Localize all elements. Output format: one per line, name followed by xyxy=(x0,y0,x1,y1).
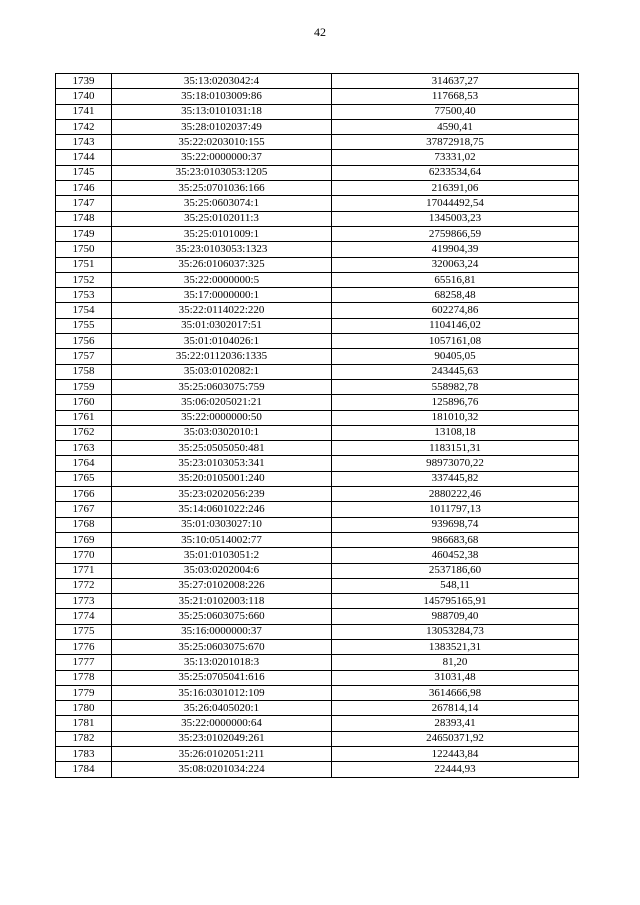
value-cell: 939698,74 xyxy=(332,517,579,532)
row-number-cell: 1758 xyxy=(56,364,112,379)
value-cell: 1104146,02 xyxy=(332,318,579,333)
cadastral-number-cell: 35:26:0405020:1 xyxy=(112,701,332,716)
value-cell: 6233534,64 xyxy=(332,165,579,180)
row-number-cell: 1767 xyxy=(56,502,112,517)
value-cell: 988709,40 xyxy=(332,609,579,624)
value-cell: 4590,41 xyxy=(332,119,579,134)
cadastral-number-cell: 35:23:0103053:1323 xyxy=(112,242,332,257)
row-number-cell: 1741 xyxy=(56,104,112,119)
value-cell: 145795165,91 xyxy=(332,594,579,609)
table-row xyxy=(56,272,579,287)
row-number-cell: 1754 xyxy=(56,303,112,318)
value-cell: 1011797,13 xyxy=(332,502,579,517)
row-number-cell: 1779 xyxy=(56,685,112,700)
cadastral-number-cell: 35:25:0102011:3 xyxy=(112,211,332,226)
value-cell: 37872918,75 xyxy=(332,135,579,150)
value-cell: 3614666,98 xyxy=(332,685,579,700)
value-cell: 602274,86 xyxy=(332,303,579,318)
value-cell: 1383521,31 xyxy=(332,639,579,654)
table-row xyxy=(56,395,579,410)
value-cell: 2759866,59 xyxy=(332,226,579,241)
table-row xyxy=(56,318,579,333)
cadastral-number-cell: 35:18:0103009:86 xyxy=(112,89,332,104)
cadastral-number-cell: 35:28:0102037:49 xyxy=(112,119,332,134)
row-number-cell: 1770 xyxy=(56,548,112,563)
table-row xyxy=(56,471,579,486)
cadastral-number-cell: 35:22:0000000:5 xyxy=(112,272,332,287)
value-cell: 77500,40 xyxy=(332,104,579,119)
cadastral-number-cell: 35:22:0114022:220 xyxy=(112,303,332,318)
cadastral-number-cell: 35:27:0102008:226 xyxy=(112,578,332,593)
table-row xyxy=(56,89,579,104)
table-row xyxy=(56,226,579,241)
table-row xyxy=(56,119,579,134)
row-number-cell: 1757 xyxy=(56,349,112,364)
value-cell: 28393,41 xyxy=(332,716,579,731)
row-number-cell: 1776 xyxy=(56,639,112,654)
row-number-cell: 1742 xyxy=(56,119,112,134)
cadastral-number-cell: 35:25:0701036:166 xyxy=(112,181,332,196)
cadastral-number-cell: 35:01:0302017:51 xyxy=(112,318,332,333)
row-number-cell: 1759 xyxy=(56,379,112,394)
value-cell: 1183151,31 xyxy=(332,441,579,456)
cadastral-number-cell: 35:22:0112036:1335 xyxy=(112,349,332,364)
row-number-cell: 1743 xyxy=(56,135,112,150)
table-row xyxy=(56,135,579,150)
table-row xyxy=(56,762,579,777)
cadastral-number-cell: 35:23:0202056:239 xyxy=(112,487,332,502)
cadastral-number-cell: 35:25:0603075:759 xyxy=(112,379,332,394)
value-cell: 320063,24 xyxy=(332,257,579,272)
row-number-cell: 1740 xyxy=(56,89,112,104)
value-cell: 548,11 xyxy=(332,578,579,593)
value-cell: 2537186,60 xyxy=(332,563,579,578)
table-row xyxy=(56,334,579,349)
row-number-cell: 1764 xyxy=(56,456,112,471)
table-row xyxy=(56,747,579,762)
cadastral-number-cell: 35:22:0000000:64 xyxy=(112,716,332,731)
row-number-cell: 1756 xyxy=(56,334,112,349)
value-cell: 460452,38 xyxy=(332,548,579,563)
row-number-cell: 1769 xyxy=(56,532,112,547)
table-row xyxy=(56,731,579,746)
table-row xyxy=(56,211,579,226)
table-row xyxy=(56,150,579,165)
value-cell: 986683,68 xyxy=(332,532,579,547)
row-number-cell: 1752 xyxy=(56,272,112,287)
cadastral-number-cell: 35:25:0505050:481 xyxy=(112,441,332,456)
cadastral-number-cell: 35:06:0205021:21 xyxy=(112,395,332,410)
cadastral-number-cell: 35:23:0102049:261 xyxy=(112,731,332,746)
value-cell: 558982,78 xyxy=(332,379,579,394)
table-row xyxy=(56,639,579,654)
table-row xyxy=(56,548,579,563)
cadastral-number-cell: 35:01:0104026:1 xyxy=(112,334,332,349)
cadastral-number-cell: 35:13:0101031:18 xyxy=(112,104,332,119)
value-cell: 419904,39 xyxy=(332,242,579,257)
row-number-cell: 1750 xyxy=(56,242,112,257)
cadastral-number-cell: 35:25:0101009:1 xyxy=(112,226,332,241)
cadastral-number-cell: 35:03:0102082:1 xyxy=(112,364,332,379)
value-cell: 243445,63 xyxy=(332,364,579,379)
row-number-cell: 1777 xyxy=(56,655,112,670)
row-number-cell: 1783 xyxy=(56,747,112,762)
row-number-cell: 1739 xyxy=(56,74,112,89)
cadastral-number-cell: 35:23:0103053:1205 xyxy=(112,165,332,180)
cadastral-number-cell: 35:26:0106037:325 xyxy=(112,257,332,272)
table-row xyxy=(56,364,579,379)
value-cell: 181010,32 xyxy=(332,410,579,425)
value-cell: 267814,14 xyxy=(332,701,579,716)
row-number-cell: 1778 xyxy=(56,670,112,685)
value-cell: 337445,82 xyxy=(332,471,579,486)
table-row xyxy=(56,655,579,670)
cadastral-number-cell: 35:13:0203042:4 xyxy=(112,74,332,89)
table-row xyxy=(56,502,579,517)
table-row xyxy=(56,563,579,578)
value-cell: 73331,02 xyxy=(332,150,579,165)
row-number-cell: 1749 xyxy=(56,226,112,241)
table-row xyxy=(56,670,579,685)
cadastral-number-cell: 35:14:0601022:246 xyxy=(112,502,332,517)
value-cell: 98973070,22 xyxy=(332,456,579,471)
cadastral-number-cell: 35:13:0201018:3 xyxy=(112,655,332,670)
row-number-cell: 1766 xyxy=(56,487,112,502)
value-cell: 22444,93 xyxy=(332,762,579,777)
row-number-cell: 1751 xyxy=(56,257,112,272)
table-row xyxy=(56,578,579,593)
row-number-cell: 1755 xyxy=(56,318,112,333)
row-number-cell: 1763 xyxy=(56,441,112,456)
table-row xyxy=(56,441,579,456)
cadastral-number-cell: 35:10:0514002:77 xyxy=(112,532,332,547)
row-number-cell: 1768 xyxy=(56,517,112,532)
value-cell: 90405,05 xyxy=(332,349,579,364)
row-number-cell: 1784 xyxy=(56,762,112,777)
table-row xyxy=(56,456,579,471)
row-number-cell: 1771 xyxy=(56,563,112,578)
cadastral-number-cell: 35:01:0303027:10 xyxy=(112,517,332,532)
table-row xyxy=(56,532,579,547)
cadastral-number-cell: 35:22:0000000:37 xyxy=(112,150,332,165)
value-cell: 81,20 xyxy=(332,655,579,670)
table-row xyxy=(56,487,579,502)
table-row xyxy=(56,410,579,425)
value-cell: 216391,06 xyxy=(332,181,579,196)
value-cell: 31031,48 xyxy=(332,670,579,685)
value-cell: 1345003,23 xyxy=(332,211,579,226)
row-number-cell: 1744 xyxy=(56,150,112,165)
page-number: 42 xyxy=(314,25,326,39)
cadastral-number-cell: 35:20:0105001:240 xyxy=(112,471,332,486)
table-row xyxy=(56,257,579,272)
value-cell: 17044492,54 xyxy=(332,196,579,211)
table-row xyxy=(56,425,579,440)
value-cell: 117668,53 xyxy=(332,89,579,104)
row-number-cell: 1765 xyxy=(56,471,112,486)
cadastral-number-cell: 35:16:0000000:37 xyxy=(112,624,332,639)
row-number-cell: 1746 xyxy=(56,181,112,196)
cadastral-number-cell: 35:03:0202004:6 xyxy=(112,563,332,578)
table-row xyxy=(56,716,579,731)
table-row xyxy=(56,349,579,364)
row-number-cell: 1760 xyxy=(56,395,112,410)
value-cell: 24650371,92 xyxy=(332,731,579,746)
value-cell: 13108,18 xyxy=(332,425,579,440)
table-row xyxy=(56,379,579,394)
value-cell: 65516,81 xyxy=(332,272,579,287)
row-number-cell: 1780 xyxy=(56,701,112,716)
cadastral-number-cell: 35:25:0603074:1 xyxy=(112,196,332,211)
value-cell: 13053284,73 xyxy=(332,624,579,639)
table-row xyxy=(56,181,579,196)
row-number-cell: 1762 xyxy=(56,425,112,440)
row-number-cell: 1745 xyxy=(56,165,112,180)
table-row xyxy=(56,74,579,89)
cadastral-number-cell: 35:16:0301012:109 xyxy=(112,685,332,700)
value-cell: 125896,76 xyxy=(332,395,579,410)
cadastral-number-cell: 35:22:0000000:50 xyxy=(112,410,332,425)
table-body xyxy=(56,74,579,778)
table-row xyxy=(56,517,579,532)
row-number-cell: 1782 xyxy=(56,731,112,746)
cadastral-number-cell: 35:21:0102003:118 xyxy=(112,594,332,609)
table-row xyxy=(56,196,579,211)
row-number-cell: 1773 xyxy=(56,594,112,609)
row-number-cell: 1775 xyxy=(56,624,112,639)
cadastral-number-cell: 35:26:0102051:211 xyxy=(112,747,332,762)
row-number-cell: 1781 xyxy=(56,716,112,731)
cadastral-number-cell: 35:25:0603075:670 xyxy=(112,639,332,654)
cadastral-value-table xyxy=(55,73,579,778)
row-number-cell: 1774 xyxy=(56,609,112,624)
table-row xyxy=(56,165,579,180)
row-number-cell: 1753 xyxy=(56,288,112,303)
table-row xyxy=(56,242,579,257)
table-row xyxy=(56,303,579,318)
table-row xyxy=(56,609,579,624)
value-cell: 1057161,08 xyxy=(332,334,579,349)
table-row xyxy=(56,594,579,609)
cadastral-number-cell: 35:01:0103051:2 xyxy=(112,548,332,563)
row-number-cell: 1761 xyxy=(56,410,112,425)
value-cell: 68258,48 xyxy=(332,288,579,303)
value-cell: 2880222,46 xyxy=(332,487,579,502)
table-row xyxy=(56,104,579,119)
table-row xyxy=(56,685,579,700)
cadastral-number-cell: 35:25:0705041:616 xyxy=(112,670,332,685)
cadastral-number-cell: 35:08:0201034:224 xyxy=(112,762,332,777)
value-cell: 122443,84 xyxy=(332,747,579,762)
cadastral-number-cell: 35:25:0603075:660 xyxy=(112,609,332,624)
cadastral-number-cell: 35:23:0103053:341 xyxy=(112,456,332,471)
row-number-cell: 1748 xyxy=(56,211,112,226)
cadastral-number-cell: 35:17:0000000:1 xyxy=(112,288,332,303)
cadastral-number-cell: 35:22:0203010:155 xyxy=(112,135,332,150)
cadastral-number-cell: 35:03:0302010:1 xyxy=(112,425,332,440)
row-number-cell: 1772 xyxy=(56,578,112,593)
row-number-cell: 1747 xyxy=(56,196,112,211)
table-row xyxy=(56,701,579,716)
table-row xyxy=(56,624,579,639)
table-row xyxy=(56,288,579,303)
value-cell: 314637,27 xyxy=(332,74,579,89)
